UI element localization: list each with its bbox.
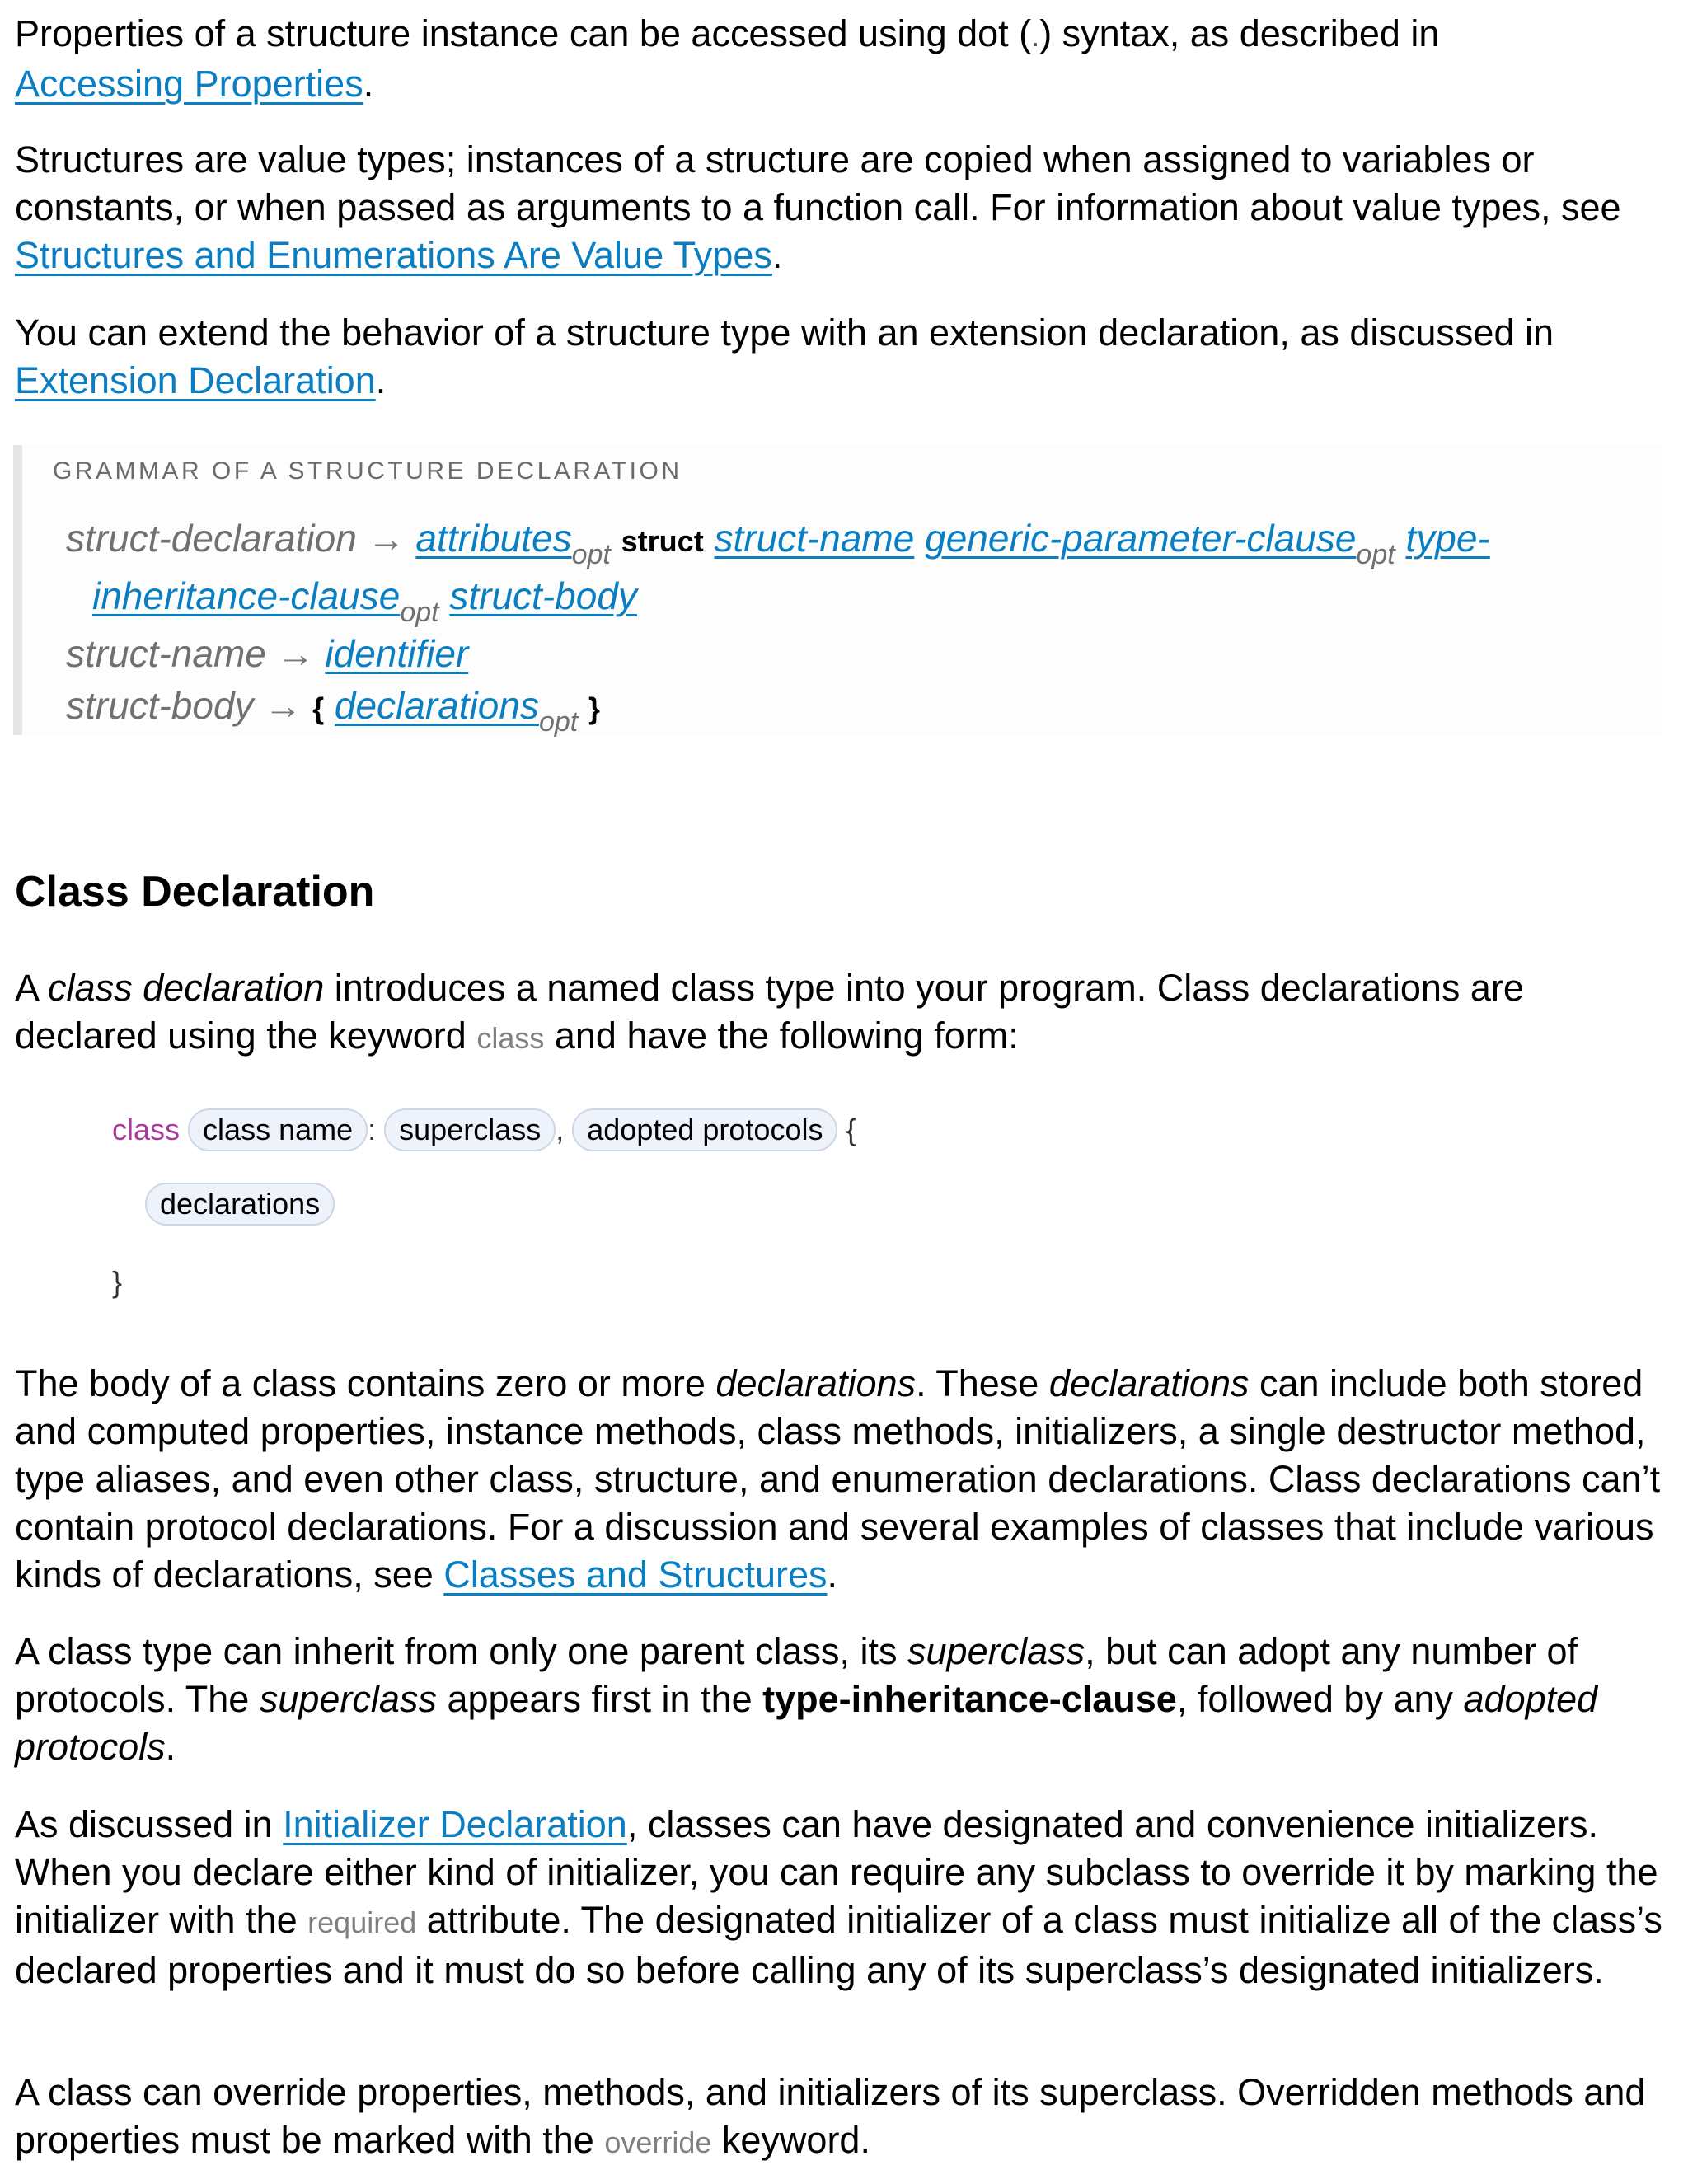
text: Properties of a structure instance can be accessed using dot ( (15, 12, 1032, 54)
grammar-term: struct-body (66, 684, 254, 727)
text: . (771, 234, 783, 276)
link-structures-enumerations-value-types[interactable]: Structures and Enumerations Are Value Types (15, 234, 772, 276)
placeholder-superclass: superclass (384, 1108, 556, 1151)
arrow-icon: → (276, 632, 315, 675)
text: Structures are value types; instances of a structure are copied when assigned to variables or constants, or when passed as arguments to a function call. For information about value types, see (15, 138, 1621, 228)
link-accessing-properties[interactable]: Accessing Properties (15, 63, 363, 105)
inline-code-dot: . (1031, 19, 1040, 53)
emphasis: superclass (907, 1630, 1085, 1672)
opt-subscript: opt (1356, 539, 1395, 570)
link-type-inheritance-clause[interactable]: inheritance-clause (92, 574, 401, 617)
paragraph-initializers (15, 1801, 1672, 1994)
text: . (165, 1726, 176, 1768)
link-classes-and-structures[interactable]: Classes and Structures (443, 1554, 828, 1596)
text: , classes can have designated and convenience initializers. When you declare either kind of initializer, you can require any subclass to override it by marking the initializer with the (15, 1803, 1658, 1941)
opt-subscript: opt (571, 539, 611, 570)
colon: : (368, 1113, 377, 1146)
text: . These (916, 1362, 1049, 1404)
grammar-rule-struct-body (66, 682, 600, 738)
code-line-1 (112, 1108, 856, 1151)
text: keyword. (711, 2119, 870, 2161)
paragraph-extension (15, 309, 1672, 405)
link-struct-body[interactable]: struct-body (449, 574, 637, 617)
text: attribute. The designated initializer of a class must initialize all of the class’s declared properties and it must do so before calling any of its superclass’s designated initializers. (15, 1899, 1662, 1991)
emphasis: declarations (715, 1362, 917, 1404)
paragraph-accessing-properties (15, 10, 1672, 108)
opt-subscript: opt (538, 706, 579, 738)
text: The body of a class contains zero or more (15, 1362, 716, 1404)
text: appears first in the (436, 1678, 763, 1720)
link-attributes[interactable]: attributes (415, 517, 572, 560)
text: introduces a named class type into your program. Class declarations are declared using the keyword (15, 967, 1524, 1057)
code-line-3 (112, 1265, 122, 1300)
text: can include both stored and computed properties, instance methods, class methods, initializers, a single destructor method, type aliases, and even other class, structure, and enumeration declarations. Class declarations can’t contain protocol declarations. For a discussion and several examples of classes that include various kinds of declarations, see (15, 1362, 1661, 1596)
section-heading: Class Declaration (15, 868, 375, 916)
paragraph-inheritance (15, 1628, 1672, 1771)
comma: , (556, 1113, 565, 1146)
arrow-icon: → (264, 684, 302, 727)
brace-open: { (312, 691, 325, 725)
text: . (827, 1554, 838, 1596)
code-line-2 (145, 1183, 335, 1226)
text: You can extend the behavior of a structure type with an extension declaration, as discussed in (15, 312, 1554, 354)
link-identifier[interactable]: identifier (325, 632, 469, 675)
link-initializer-declaration[interactable]: Initializer Declaration (283, 1803, 627, 1845)
grammar-term: struct-declaration (66, 517, 357, 560)
paragraph-class-body (15, 1360, 1672, 1599)
text: A class can override properties, methods, and initializers of its superclass. Overridden methods and properties must be marked with the (15, 2071, 1646, 2161)
grammar-rule-struct-declaration (66, 515, 1490, 570)
text: A (15, 967, 49, 1009)
grammar-term: struct-name (66, 632, 266, 675)
text: ) syntax, as described in (1039, 12, 1440, 54)
grammar-rule-struct-name (66, 630, 468, 677)
emphasis: adopted protocols (15, 1678, 1598, 1768)
brace-close: } (588, 691, 600, 725)
link-declarations[interactable]: declarations (334, 684, 539, 727)
grammar-rule-continuation (92, 573, 637, 628)
emphasis: class declaration (48, 967, 325, 1009)
link-struct-name[interactable]: struct-name (714, 517, 915, 560)
text: A class type can inherit from only one parent class, its (15, 1630, 908, 1672)
brace-close: } (112, 1265, 123, 1299)
placeholder-adopted-protocols: adopted protocols (572, 1108, 837, 1151)
grammar-title: GRAMMAR OF A STRUCTURE DECLARATION (53, 457, 682, 485)
placeholder-class-name: class name (188, 1108, 368, 1151)
link-extension-declaration[interactable]: Extension Declaration (15, 359, 376, 401)
inline-code-class: class (476, 1021, 545, 1055)
link-type-inheritance-clause[interactable]: type- (1405, 517, 1490, 560)
paragraph-override (15, 2069, 1672, 2167)
brace-open: { (846, 1113, 856, 1146)
keyword-class: class (112, 1113, 181, 1146)
text: As discussed in (15, 1803, 284, 1845)
keyword-struct: struct (621, 524, 704, 558)
placeholder-declarations: declarations (145, 1183, 335, 1226)
arrow-icon: → (367, 517, 406, 560)
opt-subscript: opt (400, 597, 439, 628)
text: and have the following form: (544, 1015, 1019, 1057)
inline-code-required: required (307, 1905, 417, 1939)
text: . (375, 359, 387, 401)
text: . (363, 63, 374, 105)
emphasis: declarations (1048, 1362, 1250, 1404)
link-generic-parameter-clause[interactable]: generic-parameter-clause (925, 517, 1357, 560)
inline-code-override: override (604, 2125, 712, 2159)
text: , followed by any (1176, 1678, 1464, 1720)
emphasis: superclass (259, 1678, 437, 1720)
paragraph-value-types (15, 136, 1672, 279)
strong-text: type-inheritance-clause (762, 1678, 1177, 1720)
paragraph-class-intro (15, 964, 1672, 1062)
text: , but can adopt any number of protocols. The (15, 1630, 1578, 1720)
